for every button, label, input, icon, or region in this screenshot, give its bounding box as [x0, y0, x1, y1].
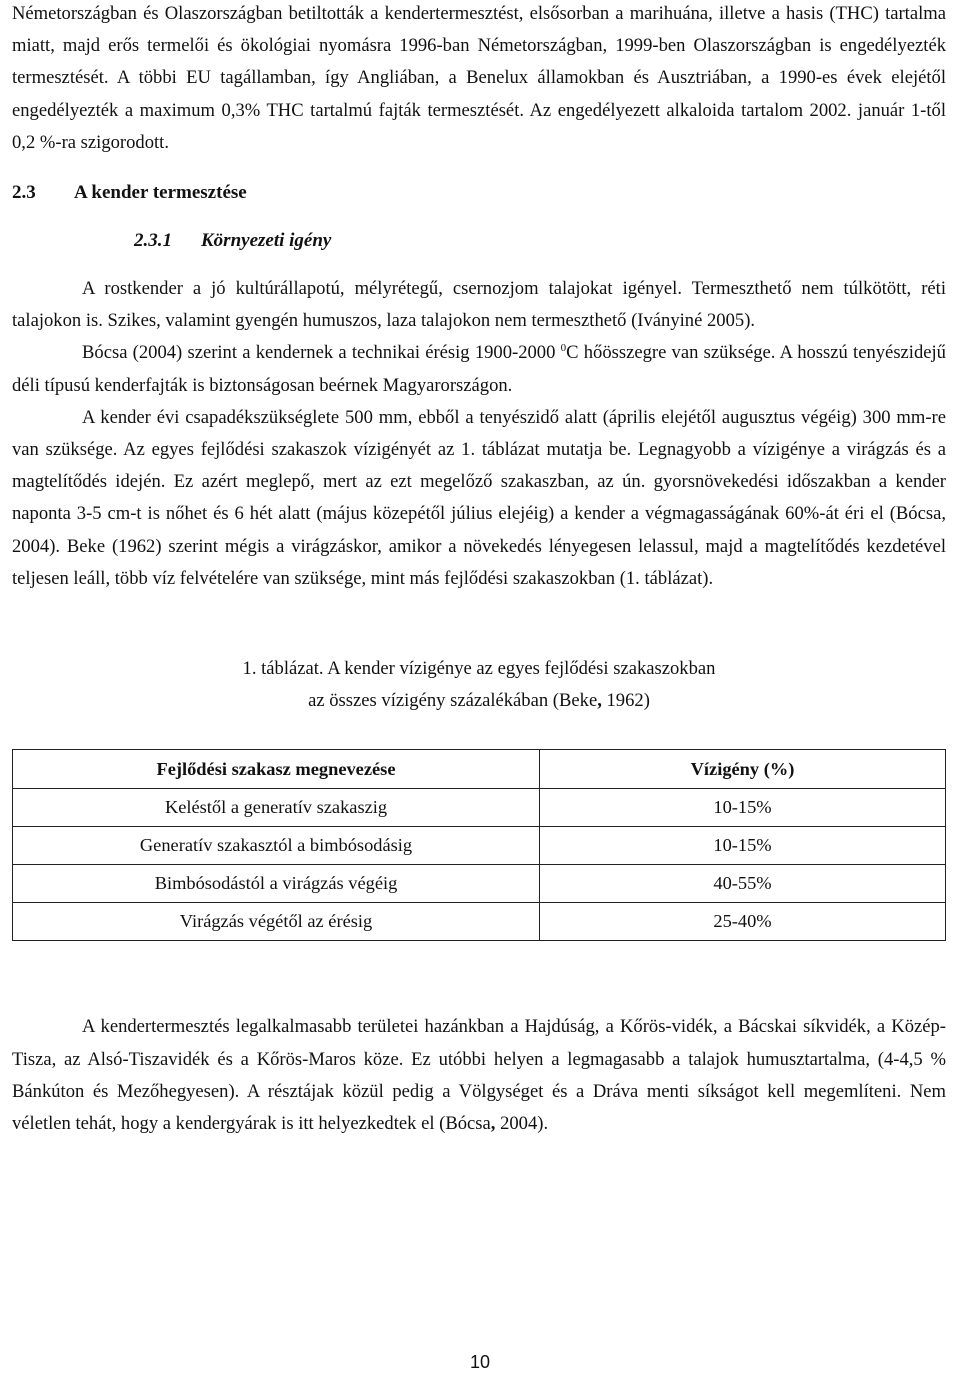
- stage-cell: Keléstől a generatív szakaszig: [13, 789, 540, 827]
- table-row: [13, 789, 946, 827]
- subsection-number: 2.3.1: [134, 230, 172, 252]
- table-header-row: [13, 750, 946, 789]
- subsection-heading: [134, 225, 946, 257]
- table-caption: [12, 653, 946, 717]
- caption-bold-comma: ,: [597, 690, 602, 712]
- header-stage: Fejlődési szakasz megnevezése: [13, 750, 540, 789]
- heat-paragraph: [12, 337, 946, 401]
- subsection-title: Környezeti igény: [201, 230, 332, 252]
- stage-cell: Bimbósodástól a virágzás végéig: [13, 865, 540, 903]
- closing-bold-comma: ,: [490, 1113, 496, 1135]
- intro-paragraph: Németországban és Olaszországban betiltották a kendertermesztést, elsősorban a marihuána, illetve a hasis (THC) tartalma miatt, majd erős termelői és ökológiai nyomásra 1996-ban Németországban, 1999-ben Olaszországban is engedélyezték termesztését. A többi EU tagállamban, így Angliában, a Benelux államokban és Ausztriában, a 1990-es évek elejétől engedélyezték a maximum 0,3% THC tartalmú fajták termesztését. Az engedélyezett alkaloida tartalom 2002. január 1-től 0,2 %-ra szigorodott.: [12, 3, 946, 153]
- document-page: [12, 0, 946, 1140]
- value-cell: 40-55%: [540, 865, 946, 903]
- stage-cell: Generatív szakasztól a bimbósodásig: [13, 827, 540, 865]
- closing-paragraph: [12, 1011, 946, 1140]
- table-row: [13, 827, 946, 865]
- heat-text-end: C hőösszegre van szüksége. A hosszú tenyészidejű déli típusú kenderfajták is biztonságosan beérnek Magyarországon.: [12, 342, 946, 396]
- value-cell: 10-15%: [540, 789, 946, 827]
- closing-text: A kendertermesztés legalkalmasabb területei hazánkban a Hajdúság, a Kőrös-vidék, a Bácskai síkvidék, a Közép-Tisza, az Alsó-Tiszavidék és a Kőrös-Maros köze. Ez utóbbi helyen a legmagasabb a talajok humusztartalma, (4-4,5 % Bánkúton és Mezőhegyesen). A résztájak közül pedig a Völgységet és a Dráva menti síkságot kell megemlíteni. Nem véletlen tehát, hogy a kendergyárak is itt helyezkedtek el (Bócsa: [12, 1016, 946, 1135]
- table-row: [13, 903, 946, 941]
- water-requirement-table: [12, 749, 946, 941]
- value-cell: 25-40%: [540, 903, 946, 941]
- header-water-need: Vízigény (%): [540, 750, 946, 789]
- value-cell: 10-15%: [540, 827, 946, 865]
- caption-year: 1962): [601, 690, 650, 712]
- section-heading: [12, 177, 946, 209]
- stage-cell: Virágzás végétől az érésig: [13, 903, 540, 941]
- closing-year: 2004).: [495, 1113, 549, 1135]
- section-number: 2.3: [12, 182, 36, 204]
- table-caption-line-2: [12, 685, 946, 717]
- page-number: 10: [469, 1352, 491, 1372]
- heat-text-start: Bócsa (2004) szerint a kendernek a technikai érésig 1900-2000: [82, 342, 561, 364]
- table-row: [13, 865, 946, 903]
- water-paragraph: A kender évi csapadékszükséglete 500 mm, ebből a tenyészidő alatt (április elejétől augusztus végéig) 300 mm-re van szüksége. Az egyes fejlődési szakaszok vízigényét az 1. táblázat mutatja be. Legnagyobb a vízigénye a virágzás és a magtelítődés idején. Ez azért meglepő, mert az ezt megelőző szakaszban, az ún. gyorsnövekedési időszakban a kender naponta 3-5 cm-t is nőhet és 6 hét alatt (május közepétől július elejéig) a kender a végmagasságának 60%-át éri el (Bócsa, 2004). Beke (1962) szerint mégis a virágzáskor, amikor a növekedés lényegesen lelassul, majd a magtelítődés kezdetével teljesen leáll, több víz felvételére van szüksége, mint más fejlődési szakaszokban (1. táblázat).: [12, 406, 946, 589]
- section-title: A kender termesztése: [74, 182, 247, 204]
- soil-paragraph: A rostkender a jó kultúrállapotú, mélyrétegű, csernozjom talajokat igényel. Termeszthető nem túlkötött, réti talajokon is. Szikes, valamint gyengén humuszos, laza talajokon nem termeszthető (Iványiné 2005).: [12, 278, 946, 332]
- degree-superscript: 0: [560, 342, 567, 355]
- caption-text: az összes vízigény százalékában (Beke: [308, 690, 598, 712]
- table-caption-line-1: 1. táblázat. A kender vízigénye az egyes fejlődési szakaszokban: [242, 658, 716, 680]
